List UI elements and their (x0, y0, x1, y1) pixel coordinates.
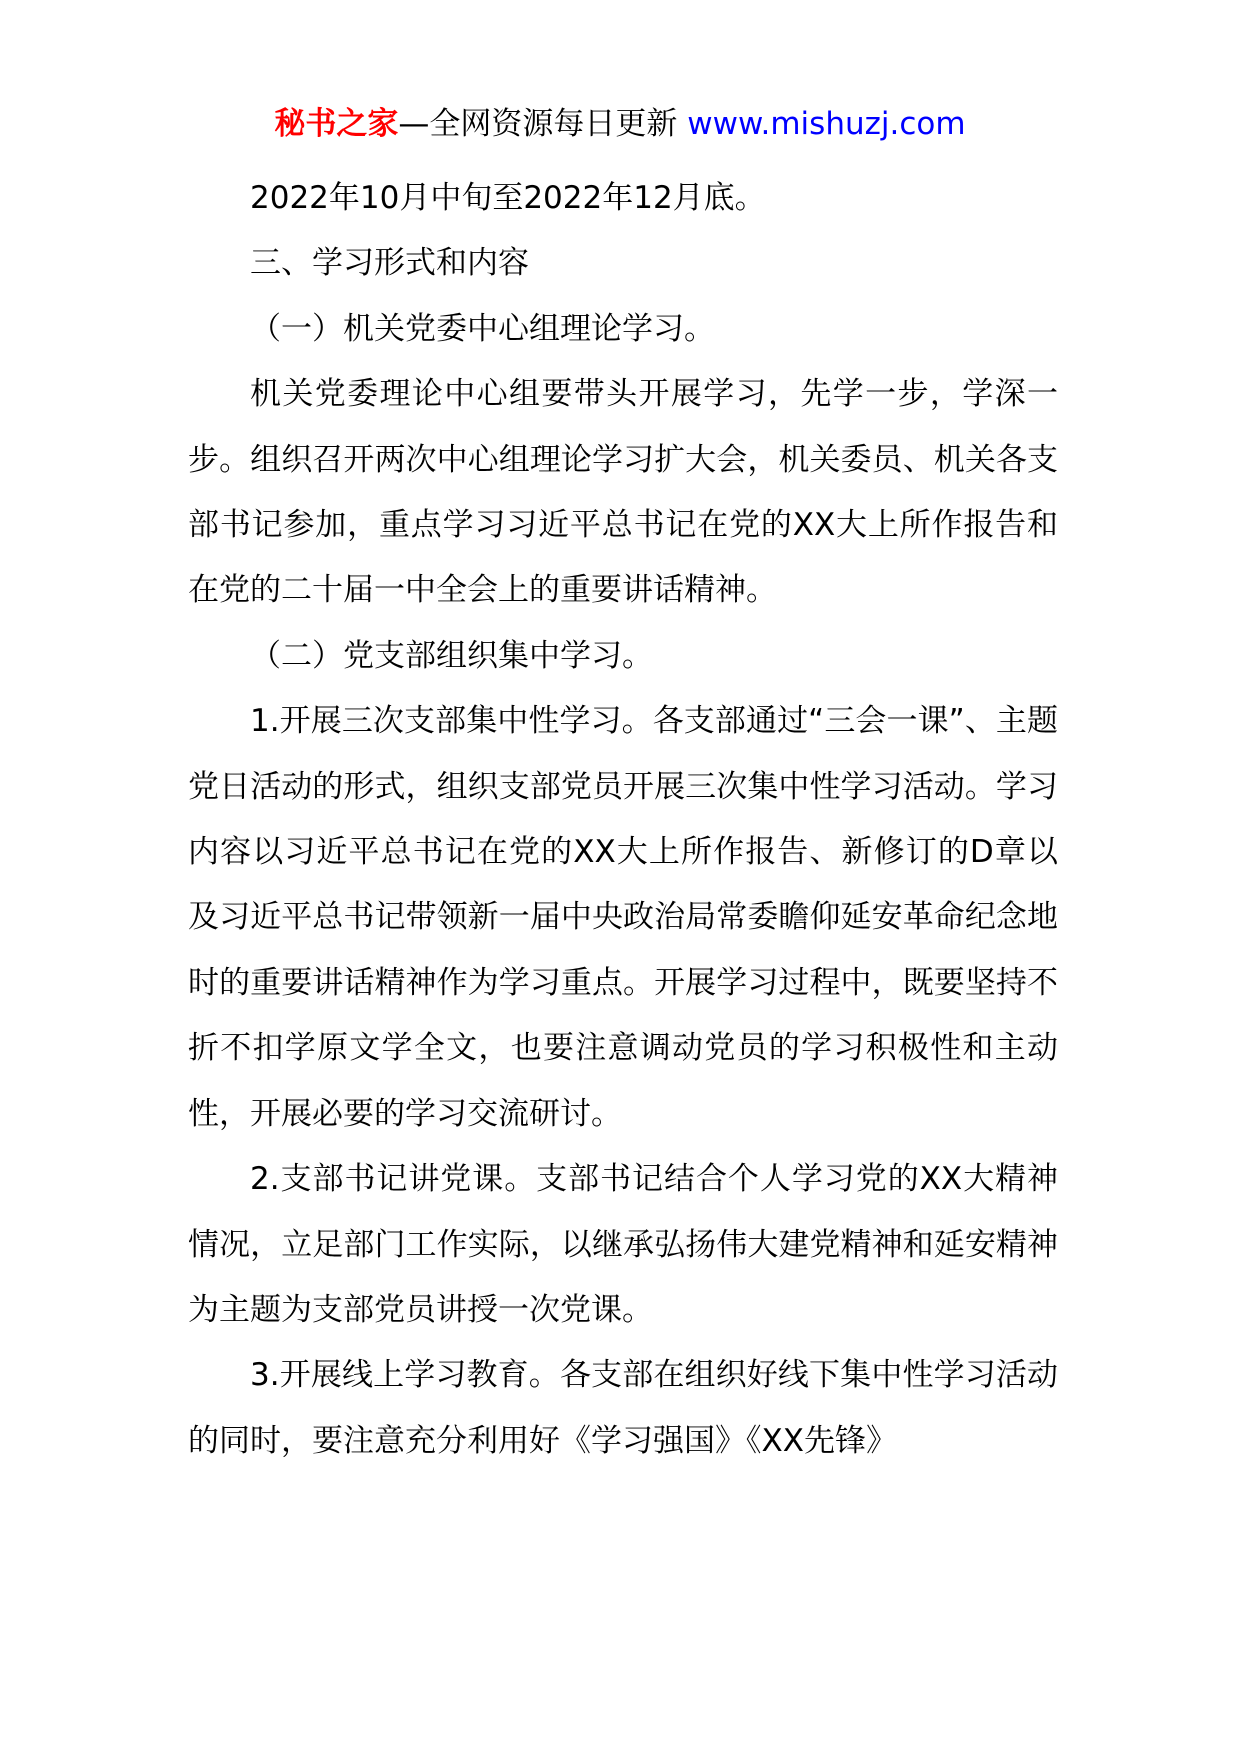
body-paragraph: 2.支部书记讲党课。支部书记结合个人学习党的XX大精神情况，立足部门工作实际，以继承弘扬伟大建党精神和延安精神为主题为支部党员讲授一次党课。 (188, 1161, 1058, 1328)
page-header (0, 102, 1240, 146)
body-paragraph: 3.开展线上学习教育。各支部在组织好线下集中性学习活动的同时，要注意充分利用好《学习强国》《XX先锋》 (188, 1357, 1058, 1459)
document-body (188, 166, 1058, 1474)
brand-name: 秘书之家 (274, 106, 399, 142)
body-paragraph: 机关党委理论中心组要带头开展学习，先学一步，学深一步。组织召开两次中心组理论学习扩大会，机关委员、机关各支部书记参加，重点学习习近平总书记在党的XX大上所作报告和在党的二十届一中全会上的重要讲话精神。 (188, 376, 1058, 609)
subsection-heading: （一）机关党委中心组理论学习。 (250, 310, 715, 347)
section-heading: 三、学习形式和内容 (250, 245, 529, 282)
header-tagline: —全网资源每日更新 (398, 106, 688, 142)
date-range-paragraph: 2022年10月中旬至2022年12月底。 (250, 180, 766, 216)
subsection-heading: （二）党支部组织集中学习。 (250, 637, 653, 674)
site-url-link[interactable]: www.mishuzj.com (687, 106, 966, 142)
body-paragraph: 1.开展三次支部集中性学习。各支部通过“三会一课”、主题党日活动的形式，组织支部党员开展三次集中性学习活动。学习内容以习近平总书记在党的XX大上所作报告、新修订的D章以及习近平总书记带领新一届中央政治局常委瞻仰延安革命纪念地时的重要讲话精神作为学习重点。开展学习过程中，既要坚持不折不扣学原文学全文，也要注意调动党员的学习积极性和主动性，开展必要的学习交流研讨。 (188, 703, 1058, 1132)
